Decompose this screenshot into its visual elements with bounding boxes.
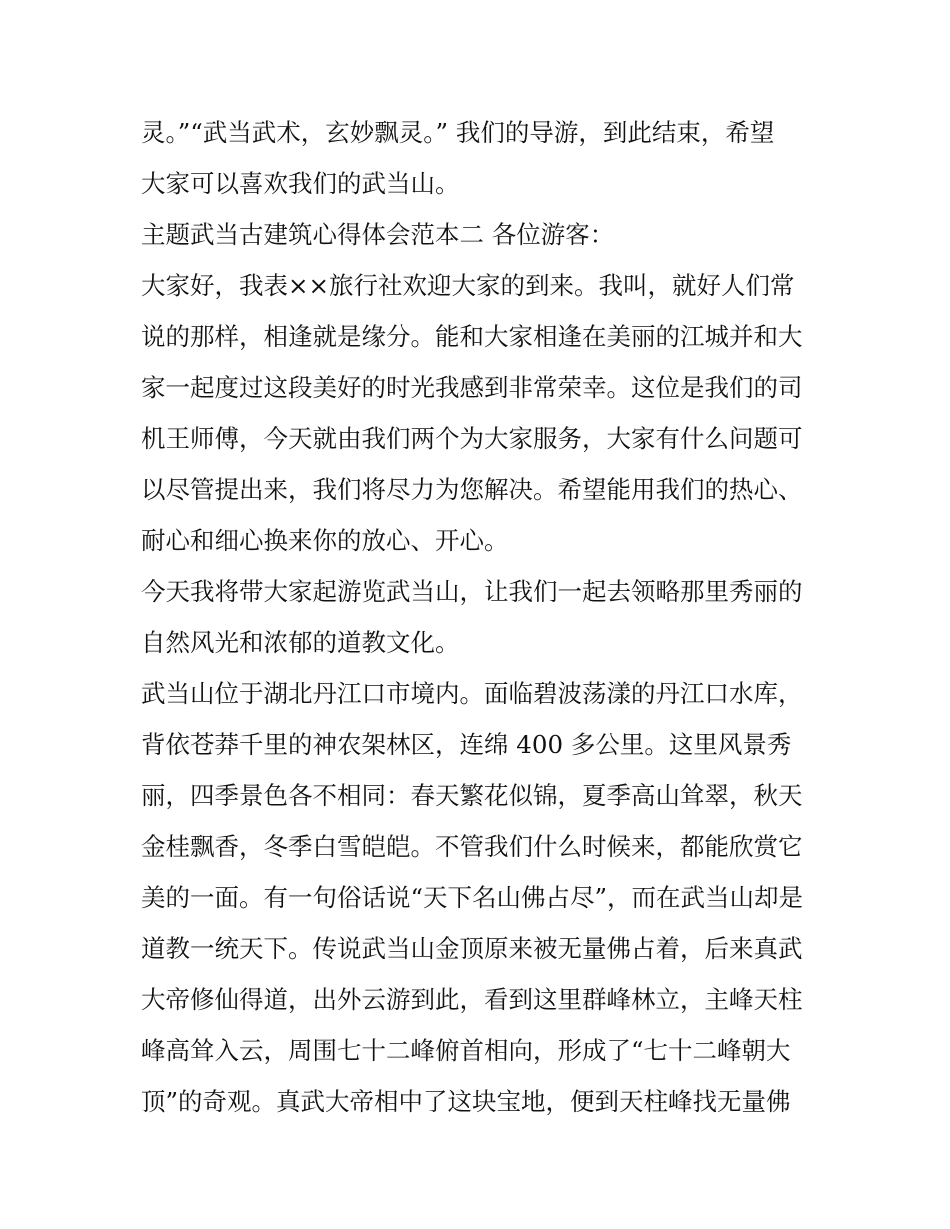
section-heading-line: 主题武当古建筑心得体会范本二 各位游客： [141, 220, 615, 249]
text-line: 家一起度过这段美好的时光我感到非常荣幸。这位是我们的司 [141, 373, 803, 402]
text-line: 大帝修仙得道，出外云游到此，看到这里群峰林立，主峰天柱 [141, 985, 803, 1014]
text-line: 耐心和细心换来你的放心、开心。 [141, 526, 509, 555]
text-line: 机王师傅，今天就由我们两个为大家服务，大家有什么问题可 [141, 424, 803, 453]
text-line: 武当山位于湖北丹江口市境内。面临碧波荡漾的丹江口水库， [141, 679, 803, 708]
text-line: 丽，四季景色各不相同：春天繁花似锦，夏季高山耸翠，秋天 [141, 781, 803, 810]
text-line: 大家好，我表××旅行社欢迎大家的到来。我叫，就好人们常 [141, 271, 795, 300]
text-line: 美的一面。有一句俗话说“天下名山佛占尽”，而在武当山却是 [141, 883, 804, 912]
text-line: 背依苍莽千里的神农架林区，连绵 400 多公里。这里风景秀 [141, 730, 792, 759]
text-line: 峰高耸入云，周围七十二峰俯首相向，形成了“七十二峰朝大 [141, 1036, 791, 1065]
text-line: 以尽管提出来，我们将尽力为您解决。希望能用我们的热心、 [141, 475, 803, 504]
text-line: 自然风光和浓郁的道教文化。 [141, 628, 460, 657]
text-line: 灵。”“武当武术，玄妙飘灵。” 我们的导游，到此结束，希望 [141, 118, 775, 147]
text-line: 顶”的奇观。真武大帝相中了这块宝地，便到天柱峰找无量佛 [141, 1087, 791, 1116]
text-line: 说的那样，相逢就是缘分。能和大家相逢在美丽的江城并和大 [141, 322, 803, 351]
body-text [141, 107, 841, 1127]
text-line: 大家可以喜欢我们的武当山。 [141, 169, 460, 198]
text-line: 道教一统天下。传说武当山金顶原来被无量佛占着，后来真武 [141, 934, 803, 963]
text-line: 今天我将带大家起游览武当山，让我们一起去领略那里秀丽的 [141, 577, 803, 606]
text-line: 金桂飘香，冬季白雪皑皑。不管我们什么时候来，都能欣赏它 [141, 832, 803, 861]
